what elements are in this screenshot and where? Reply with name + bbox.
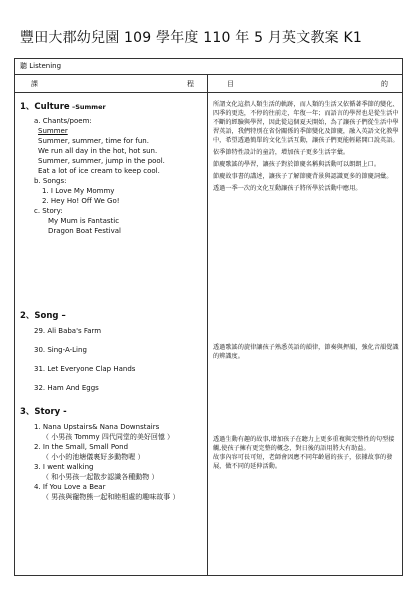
culture-heading: 1、Culture –Summer	[20, 102, 106, 112]
story-item: Dragon Boat Festival	[48, 227, 121, 235]
poem-line: Eat a lot of ice cream to keep cool.	[38, 167, 160, 175]
story-note: （ 和小男孩一起散步認識各種動物 ）	[42, 473, 159, 481]
song-list-item: 32. Ham And Eggs	[34, 384, 99, 392]
story-note: （ 小男孩 Tommy 四代同堂的美好回憶 ）	[42, 433, 175, 441]
story-section	[20, 407, 203, 502]
culture-purpose-paragraph: 節慶歌謠的學習，讓孩子對於節慶名稱與活動可以朗朗上口。	[213, 161, 381, 168]
story-purpose-paragraph: 故事內容可長可短，老師會因應不同年齡層的孩子，依據故事的發展，做不同的延伸活動。	[213, 454, 393, 470]
poem-line: We run all day in the hot, hot sun.	[38, 147, 158, 155]
column-header-purpose-2: 的	[381, 80, 388, 88]
culture-purpose-paragraph: 節慶故事書的講述，讓孩子了解節慶背景與認識更多的節慶詞彙。	[213, 173, 393, 180]
story-item: My Mum is Fantastic	[48, 217, 120, 225]
column-header-course-1: 課	[31, 80, 38, 88]
story-note: （ 男孩與寵物熊一起和睦相處的趣味故事 ）	[42, 493, 180, 501]
column-divider	[207, 75, 208, 576]
songs-label: b. Songs:	[34, 177, 67, 185]
culture-purpose	[213, 100, 399, 196]
song-purpose	[213, 343, 399, 364]
listening-header: 聽 Listening	[15, 59, 402, 75]
song-list-item: 29. Ali Baba's Farm	[34, 327, 102, 335]
page-title: 豐田大郡幼兒園 109 學年度 110 年 5 月英文教案 K1	[20, 30, 362, 46]
poem-line: Summer, summer, time for fun.	[38, 137, 149, 145]
chants-label: a. Chants/poem:	[34, 117, 92, 125]
story-title: 4. If You Love a Bear	[34, 483, 106, 491]
lesson-plan-table	[14, 58, 403, 576]
column-header-row	[15, 75, 402, 93]
song-item: 2. Hey Ho! Off We Go!	[42, 197, 120, 205]
story-label: c. Story:	[34, 207, 63, 215]
column-header-purpose-1: 目	[227, 80, 234, 88]
story-note: （ 小小的池塘儀裏好多動物喔 ）	[42, 453, 145, 461]
poem-line: Summer, summer, jump in the pool.	[38, 157, 165, 165]
culture-purpose-paragraph: 所謂文化這指人類生活的軌跡，而人類的生活又依循著季節的變化、四季的更迭，不停的往前走，年復一年；而語言的學習也是從生活中不斷的經驗與學習，因此從這個夏天開始，為了讓孩子們從生活中學習英語，我們特別在省份關係的季節變化及節慶，融入英語文化教學中，希望透過簡單的文化生活互動，讓孩子們更能輕鬆開口說英語。	[213, 101, 399, 144]
culture-section	[20, 102, 203, 236]
story-heading: 3、Story -	[20, 407, 67, 417]
story-title: 2. In the Small, Small Pond	[34, 443, 129, 451]
story-purpose	[213, 435, 399, 474]
song-item: 1. I Love My Mommy	[42, 187, 115, 195]
song-list-item: 30. Sing-A-Ling	[34, 346, 87, 354]
culture-purpose-paragraph: 透過一季一次的文化互動讓孩子將所學於活動中應用。	[213, 185, 362, 192]
poem-title: Summer	[38, 127, 68, 135]
song-list-item: 31. Let Everyone Clap Hands	[34, 365, 136, 373]
song-heading: 2、Song –	[20, 311, 66, 321]
story-purpose-paragraph: 透過生動有趣的故事,增加孩子在聽力上更多重複與完整性的句型接觸,使孩子擁有更完整的概念，對日後的語用將大有助益。	[213, 436, 395, 452]
column-header-course-2: 程	[187, 80, 194, 88]
culture-purpose-paragraph: 依季節特性設計的童詩，增加孩子更多生活字彙。	[213, 149, 350, 156]
song-section	[20, 311, 203, 393]
song-purpose-paragraph: 透過歌謠的旋律讓孩子熟悉英語的韻律，節奏與押韻，強化音韻覺識的辨識度。	[213, 344, 399, 360]
story-title: 3. I went walking	[34, 463, 94, 471]
story-title: 1. Nana Upstairs& Nana Downstairs	[34, 423, 160, 431]
